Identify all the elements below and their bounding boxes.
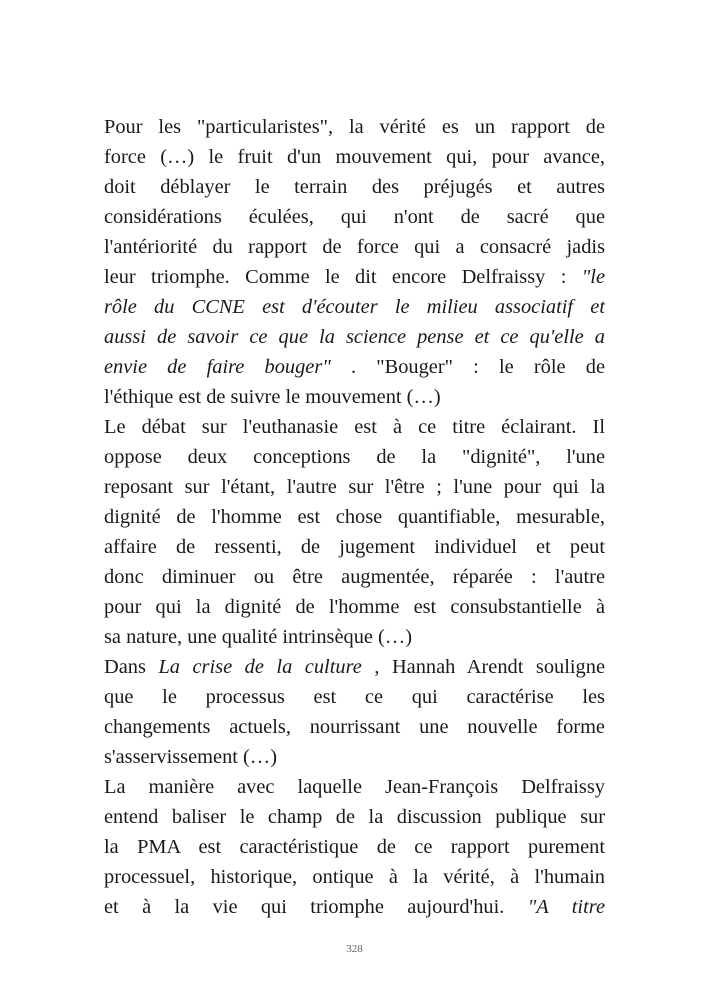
text-line xyxy=(104,112,605,142)
text-pre: Dans xyxy=(104,656,159,678)
text-text: la PMA est caractéristique de ce rapport purement xyxy=(104,836,605,858)
text-post: , Hannah Arendt souligne xyxy=(361,656,606,678)
text-line xyxy=(104,502,605,532)
text-line xyxy=(104,442,605,472)
text-text: Pour les "particularistes", la vérité es un rapport de xyxy=(104,116,605,138)
text-pre: et à la vie qui triomphe aujourd'hui. xyxy=(104,896,528,918)
text-text: affaire de ressenti, de jugement individuel et peut xyxy=(104,536,605,558)
text-line xyxy=(104,352,605,382)
text-line xyxy=(104,322,605,352)
text-text: s'asservissement (…) xyxy=(104,746,277,768)
page-number: 328 xyxy=(346,943,363,955)
text-text: Le débat sur l'euthanasie est à ce titre éclairant. Il xyxy=(104,416,605,438)
text-line xyxy=(104,862,605,892)
text-text: donc diminuer ou être augmentée, réparée : l'autre xyxy=(104,566,605,588)
text-text: changements actuels, nourrissant une nouvelle forme xyxy=(104,716,605,738)
text-line xyxy=(104,142,605,172)
text-line xyxy=(104,622,605,652)
text-text: force (…) le fruit d'un mouvement qui, pour avance, xyxy=(104,146,605,168)
text-text: reposant sur l'étant, l'autre sur l'être ; l'une pour qui la xyxy=(104,476,605,498)
text-line xyxy=(104,802,605,832)
text-line xyxy=(104,532,605,562)
text-post: . "Bouger" : le rôle de xyxy=(330,356,605,378)
text-text: dignité de l'homme est chose quantifiable, mesurable, xyxy=(104,506,605,528)
text-text: considérations éculées, qui n'ont de sacré que xyxy=(104,206,605,228)
text-line xyxy=(104,712,605,742)
text-line xyxy=(104,382,605,412)
text-text: l'éthique est de suivre le mouvement (…) xyxy=(104,386,441,408)
text-line xyxy=(104,652,605,682)
italic-span: La crise de la culture xyxy=(158,656,362,678)
italic-span: "le xyxy=(581,266,605,288)
italic-span: envie de faire bouger" xyxy=(104,356,331,378)
text-text: La manière avec laquelle Jean-François Delfraissy xyxy=(104,776,605,798)
text-line xyxy=(104,772,605,802)
text-text: pour qui la dignité de l'homme est consubstantielle à xyxy=(104,596,605,618)
text-line xyxy=(104,412,605,442)
italic-span: "A titre xyxy=(527,896,605,918)
text-line xyxy=(104,292,605,322)
text-line xyxy=(104,232,605,262)
text-line xyxy=(104,832,605,862)
italic-span: aussi de savoir ce que la science pense et ce qu'elle a xyxy=(104,326,605,348)
text-text: oppose deux conceptions de la "dignité", l'une xyxy=(104,446,605,468)
italic-span: rôle du CCNE est d'écouter le milieu associatif et xyxy=(104,296,605,318)
text-line xyxy=(104,472,605,502)
text-text: entend baliser le champ de la discussion publique sur xyxy=(104,806,605,828)
text-text: doit déblayer le terrain des préjugés et autres xyxy=(104,176,605,198)
text-line xyxy=(104,262,605,292)
text-line xyxy=(104,892,605,922)
text-line xyxy=(104,172,605,202)
text-text: que le processus est ce qui caractérise les xyxy=(104,686,605,708)
text-line xyxy=(104,202,605,232)
text-text: processuel, historique, ontique à la vérité, à l'humain xyxy=(104,866,605,888)
text-pre: leur triomphe. Comme le dit encore Delfraissy : xyxy=(104,266,582,288)
text-text: l'antériorité du rapport de force qui a consacré jadis xyxy=(104,236,605,258)
text-line xyxy=(104,592,605,622)
body-text xyxy=(104,112,605,922)
text-line xyxy=(104,682,605,712)
text-line xyxy=(104,742,605,772)
text-text: sa nature, une qualité intrinsèque (…) xyxy=(104,626,413,648)
text-line xyxy=(104,562,605,592)
